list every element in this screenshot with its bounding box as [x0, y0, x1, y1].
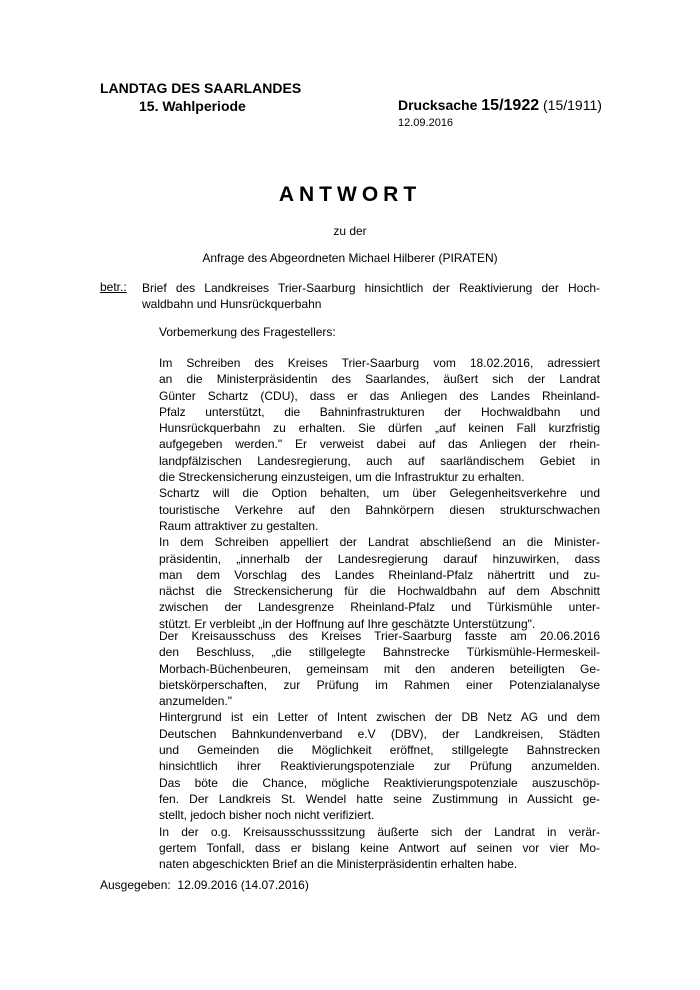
paragraph-2 [159, 628, 600, 872]
paragraph-line: Hunsrückquerbahn zu erhalten. Sie dürfen „auf keinen Fall kurzfristig [159, 421, 600, 436]
election-period: 15. Wahlperiode [139, 98, 246, 114]
paragraph-line: Raum attraktiver zu gestalten. [159, 518, 319, 533]
paragraph-line: die Streckensicherung einzusteigen, um die Infrastruktur zu erhalten. [159, 470, 525, 485]
paragraph-1 [159, 355, 600, 632]
paragraph-line: bietskörperschaften, zur Prüfung im Rahmen einer Potenzialanalyse [159, 677, 600, 692]
paragraph-line: Günter Schartz (CDU), dass er das Anliegen des Landes Rheinland- [159, 388, 600, 403]
paragraph-line: anzumelden." [159, 694, 232, 709]
paragraph-line: Morbach-Büchenbeuren, gemeinsam mit den anderen beteiligten Ge- [159, 661, 600, 676]
paragraph-line: an die Ministerpräsidentin des Saarlandes, äußert sich der Landrat [159, 372, 600, 387]
paragraph-line: präsidentin, „innerhalb der Landesregierung darauf hinzuwirken, dass [159, 551, 600, 566]
drucksache-number: 15/1922 [481, 97, 540, 114]
paragraph-line: zwischen der Landesgrenze Rheinland-Pfalz und Türkismühle unter- [159, 600, 600, 615]
paragraph-line: landpfälzischen Landesregierung, auch auf saarländischem Gebiet in [159, 453, 600, 468]
paragraph-line: hinsichtlich ihrer Reaktivierungspotenziale zur Prüfung anzumelden. [159, 759, 600, 774]
paragraph-line: Schartz will die Option behalten, um über Gelegenheitsverkehre und [159, 486, 600, 501]
paragraph-line: man dem Vorschlag des Landes Rheinland-Pfalz nähertritt und zu- [159, 567, 600, 582]
paragraph-line: touristische Verkehre auf den Bahnkörpern diesen strukturschwachen [159, 502, 600, 517]
paragraph-line: stützt. Er verbleibt „in der Hoffnung auf Ihre geschätzte Unterstützung". [159, 616, 536, 631]
paragraph-line: fen. Der Landkreis St. Wendel hatte seine Zustimmung in Aussicht ge- [159, 791, 600, 806]
paragraph-line: In dem Schreiben appelliert der Landrat abschließend an die Minister- [159, 535, 600, 550]
paragraph-line: naten abgeschickten Brief an die Ministerpräsidentin erhalten habe. [159, 857, 518, 872]
paragraph-line: In der o.g. Kreisausschusssitzung äußerte sich der Landrat in verär- [159, 824, 600, 839]
document-title: ANTWORT [278, 183, 422, 206]
betr-line: Brief des Landkreises Trier-Saarburg hinsichtlich der Reaktivierung der Hoch- [142, 281, 600, 295]
betr-line: waldbahn und Hunsrückquerbahn [142, 297, 322, 312]
paragraph-line: und Gemeinden die Möglichkeit eröffnet, stillgelegte Bahnstrecken [159, 743, 600, 758]
vorbemerkung-heading: Vorbemerkung des Fragestellers: [159, 325, 336, 339]
paragraph-line: Das böte die Chance, mögliche Reaktivierungspotenziale auszuschöp- [159, 775, 600, 790]
paragraph-line: Deutschen Bahnkundenverband e.V (DBV), der Landkreisen, Städten [159, 726, 600, 741]
drucksache-label: Drucksache [398, 97, 478, 113]
paragraph-line: Hintergrund ist ein Letter of Intent zwischen der DB Netz AG und dem [159, 710, 600, 725]
betr-subject [142, 280, 600, 313]
paragraph-line: Der Kreisausschuss des Kreises Trier-Saarburg fasste am 20.06.2016 [159, 629, 600, 643]
paragraph-line: den Beschluss, „die stillgelegte Bahnstrecke Türkismühle-Hermeskeil- [159, 645, 600, 660]
drucksache-reference [398, 97, 602, 115]
parliament-name: LANDTAG DES SAARLANDES [100, 80, 302, 96]
anfrage-line: Anfrage des Abgeordneten Michael Hilberer (PIRATEN) [202, 251, 498, 265]
paragraph-line: gertem Tonfall, dass er bislang keine Antwort auf seinen vor vier Mo- [159, 840, 600, 855]
document-date: 12.09.2016 [398, 117, 454, 129]
drucksache-prior-number: (15/1911) [543, 97, 602, 113]
ausgegeben-line: Ausgegeben: 12.09.2016 (14.07.2016) [100, 878, 309, 892]
paragraph-line: nächst die Streckensicherung für die Hochwaldbahn auf dem Abschnitt [159, 584, 600, 599]
paragraph-line: aufgegeben werden." Er verweist dabei auf das Anliegen der rhein- [159, 437, 600, 452]
paragraph-line: Im Schreiben des Kreises Trier-Saarburg vom 18.02.2016, adressiert [159, 356, 600, 370]
paragraph-line: Pfalz unterstützt, die Bahninfrastrukturen der Hochwaldbahn und [159, 404, 600, 419]
zu-der-line: zu der [333, 224, 367, 238]
paragraph-line: stellt, jedoch bisher noch nicht verifiziert. [159, 808, 375, 823]
betr-label: betr.: [100, 280, 127, 294]
